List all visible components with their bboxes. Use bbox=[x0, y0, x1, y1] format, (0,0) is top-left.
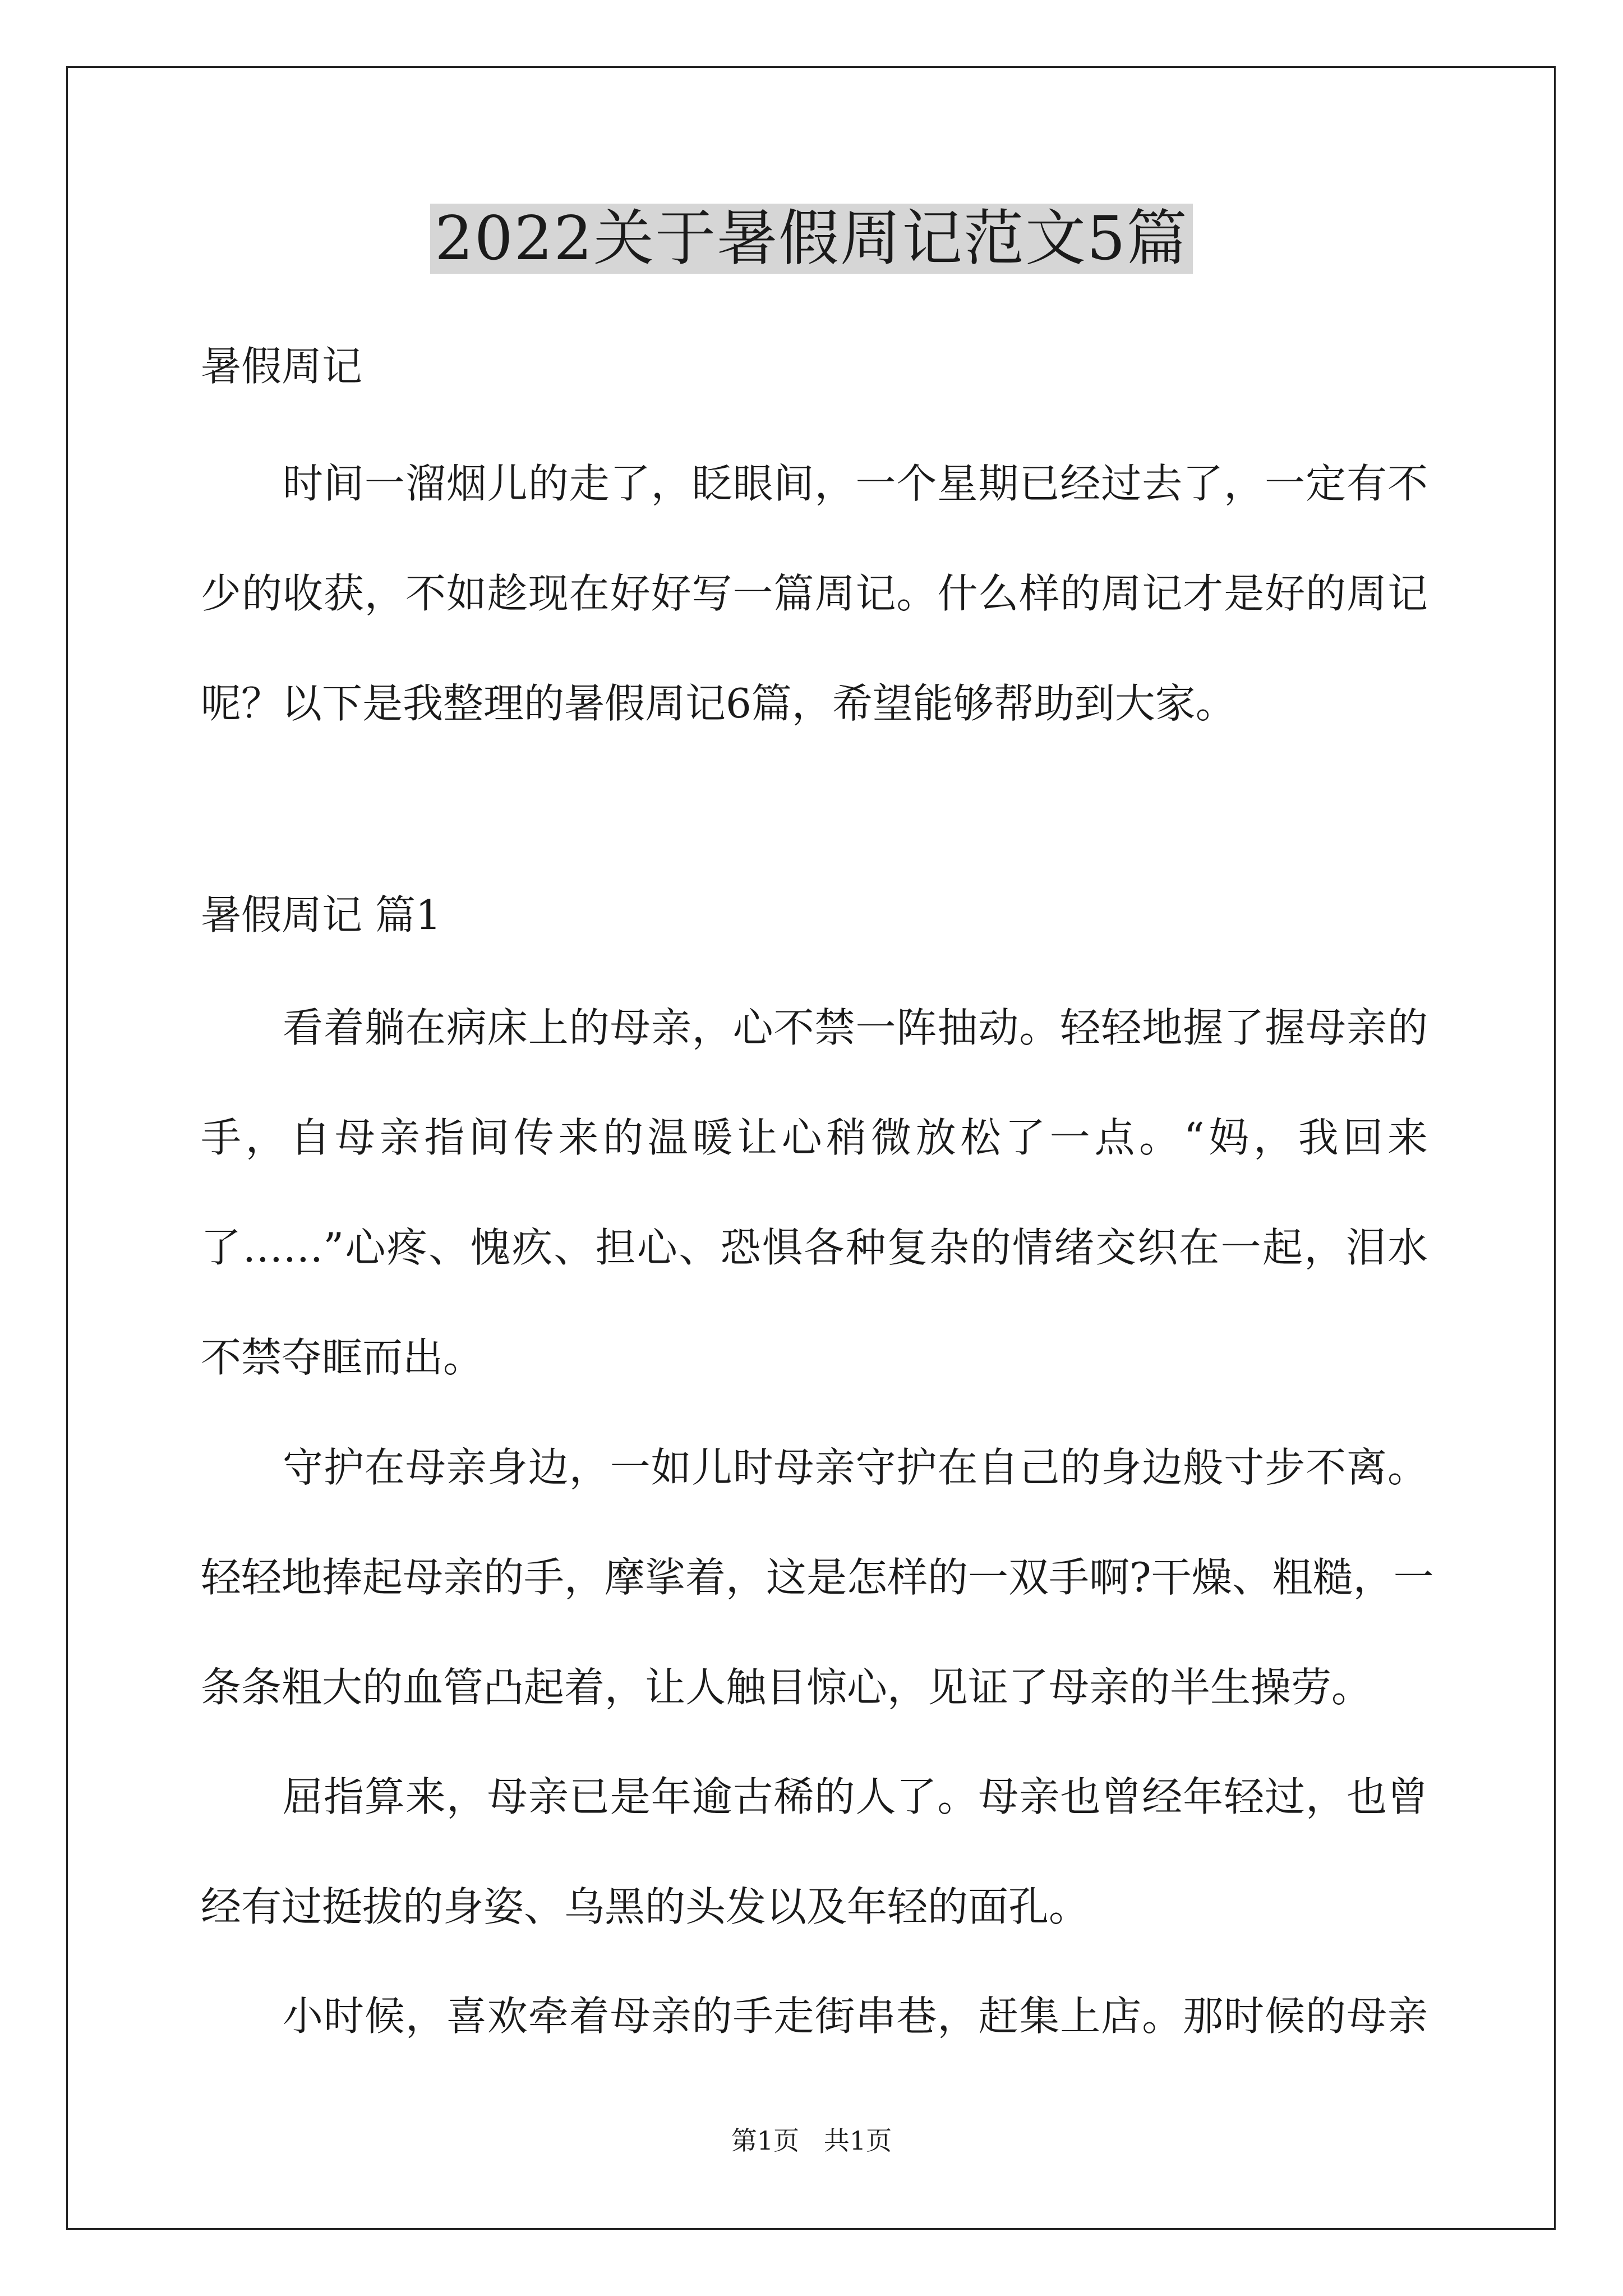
paragraph-line: 屈指算来，母亲已是年逾古稀的人了。母亲也曾经年轻过，也曾 bbox=[283, 1773, 1428, 1820]
paragraph-line: 经有过挺拔的身姿、乌黑的头发以及年轻的面孔。 bbox=[201, 1883, 1090, 1930]
document-title-text: 2022关于暑假周记范文5篇 bbox=[430, 204, 1193, 274]
paragraph-line: 了……”心疼、愧疚、担心、恐惧各种复杂的情绪交织在一起，泪水 bbox=[201, 1224, 1428, 1271]
paragraph-line: 看着躺在病床上的母亲，心不禁一阵抽动。轻轻地握了握母亲的 bbox=[283, 1004, 1428, 1051]
paragraph-line: 条条粗大的血管凸起着，让人触目惊心，见证了母亲的半生操劳。 bbox=[201, 1664, 1372, 1711]
paragraph-line: 手，自母亲指间传来的温暖让心稍微放松了一点。“妈，我回来 bbox=[201, 1114, 1428, 1161]
paragraph-line: 小时候，喜欢牵着母亲的手走街串巷，赶集上店。那时候的母亲 bbox=[283, 1993, 1428, 2040]
section-heading: 暑假周记 篇1 bbox=[201, 891, 441, 938]
paragraph-line: 轻轻地捧起母亲的手，摩挲着，这是怎样的一双手啊?干燥、粗糙，一 bbox=[201, 1554, 1434, 1601]
intro-line: 呢？以下是我整理的暑假周记6篇，希望能够帮助到大家。 bbox=[201, 680, 1236, 727]
paragraph-line: 守护在母亲身边，一如儿时母亲守护在自己的身边般寸步不离。 bbox=[283, 1444, 1428, 1491]
intro-heading: 暑假周记 bbox=[201, 343, 363, 390]
intro-line: 少的收获，不如趁现在好好写一篇周记。什么样的周记才是好的周记 bbox=[201, 570, 1428, 617]
intro-line: 时间一溜烟儿的走了，眨眼间，一个星期已经过去了，一定有不 bbox=[283, 460, 1428, 507]
page-footer: 第1页 共1页 bbox=[731, 2125, 892, 2156]
document-title bbox=[0, 200, 1623, 278]
paragraph-line: 不禁夺眶而出。 bbox=[201, 1334, 484, 1381]
